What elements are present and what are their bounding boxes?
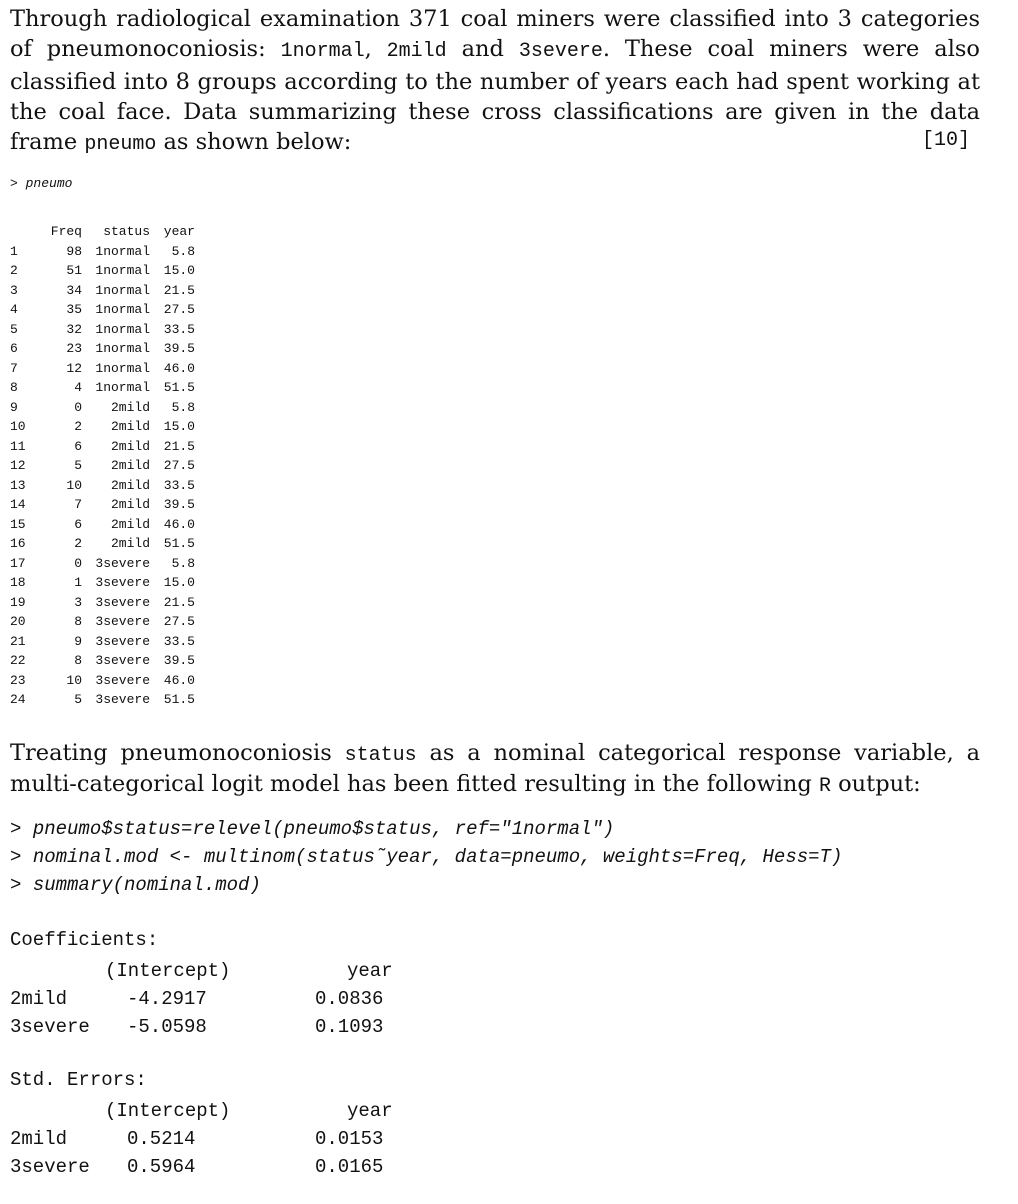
dataframe-row xyxy=(10,632,195,652)
coefficients-header-intercept: (Intercept) xyxy=(105,960,231,982)
dataframe-cell-index: 4 xyxy=(10,302,18,317)
dataframe-row xyxy=(10,690,195,710)
dataframe-cell-freq: 8 xyxy=(74,614,82,629)
coefficients-title: Coefficients: xyxy=(10,929,159,951)
dataframe-cell-index: 23 xyxy=(10,672,26,688)
dataframe-cell-year: 46.0 xyxy=(163,516,195,532)
dataframe-cell-freq: 7 xyxy=(74,497,82,512)
dataframe-cell-year: 15.0 xyxy=(163,263,195,278)
dataframe-body xyxy=(10,242,195,710)
dataframe-cell-status: 3severe xyxy=(95,672,150,688)
dataframe-cell-freq: 6 xyxy=(74,438,82,454)
dataframe-cell-index: 8 xyxy=(10,380,18,395)
dataframe-row xyxy=(10,242,195,262)
coefficients-row-label: 3severe xyxy=(10,1016,90,1038)
std-errors-header-row xyxy=(10,1097,497,1125)
console-prompt: > xyxy=(10,176,18,191)
dataframe-cell-year: 27.5 xyxy=(163,458,195,473)
std-errors-year-value: 0.0153 xyxy=(315,1128,384,1150)
dataframe-cell-year: 5.8 xyxy=(171,243,195,259)
dataframe-cell-freq: 8 xyxy=(74,653,82,668)
dataframe-cell-index: 7 xyxy=(10,360,18,376)
dataframe-cell-year: 51.5 xyxy=(163,692,195,707)
dataframe-cell-freq: 12 xyxy=(66,360,82,376)
dataframe-cell-status: 2mild xyxy=(110,477,150,493)
dataframe-row xyxy=(10,398,195,418)
coefficients-header-year: year xyxy=(347,960,393,982)
dataframe-cell-index: 24 xyxy=(10,692,26,707)
dataframe-cell-freq: 51 xyxy=(66,263,82,278)
dataframe-cell-year: 51.5 xyxy=(163,536,195,551)
dataframe-header-index xyxy=(10,222,35,242)
dataframe-cell-status: 2mild xyxy=(110,438,150,454)
std-errors-row-label: 2mild xyxy=(10,1128,68,1150)
dataframe-row xyxy=(10,651,195,671)
dataframe-cell-year: 39.5 xyxy=(163,653,195,668)
dataframe-row xyxy=(10,534,195,554)
dataframe-cell-index: 14 xyxy=(10,497,26,512)
dataframe-row xyxy=(10,456,195,476)
dataframe-cell-index: 5 xyxy=(10,321,18,337)
dataframe-cell-status: 1normal xyxy=(95,360,150,376)
dataframe-cell-index: 9 xyxy=(10,399,18,415)
std-errors-intercept-value: 0.5214 xyxy=(127,1128,196,1150)
code-status: status xyxy=(344,744,417,767)
intro-paragraph xyxy=(10,4,980,160)
dataframe-cell-index: 13 xyxy=(10,477,26,493)
dataframe-cell-year: 39.5 xyxy=(163,497,195,512)
coefficients-header-row xyxy=(10,957,497,985)
dataframe-cell-status: 2mild xyxy=(110,536,150,551)
code-line-multinom xyxy=(10,846,842,868)
dataframe-row xyxy=(10,495,195,515)
dataframe-row xyxy=(10,359,195,379)
dataframe-cell-freq: 98 xyxy=(66,243,82,259)
std-errors-table xyxy=(10,1097,497,1181)
code-line-relevel xyxy=(10,818,614,840)
dataframe-cell-freq: 5 xyxy=(74,692,82,707)
console-command-text: pneumo xyxy=(25,176,73,191)
marks-label: [10] xyxy=(921,129,970,152)
dataframe-cell-freq: 5 xyxy=(74,458,82,473)
dataframe-cell-status: 1normal xyxy=(95,302,150,317)
code-pneumo: pneumo xyxy=(84,133,157,156)
dataframe-cell-freq: 10 xyxy=(66,477,82,493)
dataframe-cell-year: 46.0 xyxy=(163,360,195,376)
dataframe-cell-year: 27.5 xyxy=(163,614,195,629)
code-line-3-text: summary(nominal.mod) xyxy=(32,874,261,896)
dataframe-cell-status: 1normal xyxy=(95,321,150,337)
dataframe-cell-status: 3severe xyxy=(95,653,150,668)
dataframe-cell-index: 11 xyxy=(10,438,26,454)
dataframe-cell-index: 19 xyxy=(10,594,26,610)
para2-text-3: output: xyxy=(830,771,921,797)
std-errors-row-label: 3severe xyxy=(10,1156,90,1178)
intro-text-3: and xyxy=(446,36,519,62)
dataframe-row xyxy=(10,593,195,613)
dataframe-cell-year: 21.5 xyxy=(163,282,195,298)
dataframe-row xyxy=(10,339,195,359)
dataframe-cell-index: 2 xyxy=(10,263,18,278)
std-errors-intercept-value: 0.5964 xyxy=(127,1156,196,1178)
dataframe-cell-year: 21.5 xyxy=(163,594,195,610)
code-prompt: > xyxy=(10,818,22,840)
para2-text-2: as a nominal categorical response variable, a multi-categorical logit model has been fitted resulting in the following xyxy=(10,740,981,797)
dataframe-row xyxy=(10,281,195,301)
coefficients-row-2mild xyxy=(10,985,497,1013)
dataframe-header-row xyxy=(10,222,195,242)
code-line-2-text: nominal.mod <- multinom(status˜year, data=pneumo, weights=Freq, Hess=T) xyxy=(32,846,843,868)
intro-text-1: Through radiological examination 371 coal miners were classified into 3 categories of pneumonoconiosis: xyxy=(10,6,980,62)
code-2mild: 2mild xyxy=(386,40,447,63)
dataframe-cell-year: 15.0 xyxy=(163,419,195,434)
dataframe-cell-status: 3severe xyxy=(95,633,150,649)
dataframe-cell-freq: 2 xyxy=(74,536,82,551)
code-1normal: 1normal xyxy=(280,40,365,63)
std-errors-header-year: year xyxy=(347,1100,393,1122)
dataframe-cell-status: 1normal xyxy=(95,341,150,356)
dataframe-row xyxy=(10,320,195,340)
dataframe-row xyxy=(10,378,195,398)
dataframe-row xyxy=(10,671,195,691)
dataframe-cell-freq: 32 xyxy=(66,321,82,337)
dataframe-cell-year: 33.5 xyxy=(163,321,195,337)
dataframe-header-status: status xyxy=(103,224,150,239)
dataframe-cell-status: 3severe xyxy=(95,692,150,707)
dataframe-cell-index: 15 xyxy=(10,516,26,532)
code-3severe: 3severe xyxy=(518,40,603,63)
para2-text-1: Treating pneumonoconiosis xyxy=(10,740,345,766)
dataframe-cell-index: 21 xyxy=(10,633,26,649)
dataframe-cell-freq: 0 xyxy=(74,555,82,571)
dataframe-cell-index: 16 xyxy=(10,536,26,551)
std-errors-row-2mild xyxy=(10,1125,497,1153)
dataframe-cell-index: 6 xyxy=(10,341,18,356)
std-errors-year-value: 0.0165 xyxy=(315,1156,384,1178)
dataframe-cell-status: 3severe xyxy=(95,555,150,571)
dataframe-cell-status: 3severe xyxy=(95,614,150,629)
dataframe-cell-year: 27.5 xyxy=(163,302,195,317)
dataframe-cell-year: 39.5 xyxy=(163,341,195,356)
dataframe-cell-status: 2mild xyxy=(110,458,150,473)
dataframe-cell-freq: 2 xyxy=(74,419,82,434)
dataframe-cell-year: 51.5 xyxy=(163,380,195,395)
dataframe-cell-status: 1normal xyxy=(95,243,150,259)
dataframe-cell-year: 33.5 xyxy=(163,477,195,493)
std-errors-header-intercept: (Intercept) xyxy=(105,1100,231,1122)
std-errors-header-blank xyxy=(10,1097,105,1125)
dataframe-cell-index: 17 xyxy=(10,555,26,571)
dataframe-cell-freq: 9 xyxy=(74,633,82,649)
dataframe-cell-index: 3 xyxy=(10,282,18,298)
dataframe-cell-index: 22 xyxy=(10,653,26,668)
dataframe-cell-freq: 0 xyxy=(74,399,82,415)
dataframe-row xyxy=(10,554,195,574)
dataframe-cell-status: 2mild xyxy=(110,516,150,532)
dataframe-cell-index: 12 xyxy=(10,458,26,473)
coefficients-row-label: 2mild xyxy=(10,988,68,1010)
coefficients-year-value: 0.0836 xyxy=(315,988,384,1010)
dataframe-row xyxy=(10,573,195,593)
dataframe-row xyxy=(10,515,195,535)
dataframe-row xyxy=(10,437,195,457)
dataframe-cell-year: 5.8 xyxy=(171,555,195,571)
dataframe-cell-freq: 23 xyxy=(66,341,82,356)
dataframe-cell-freq: 4 xyxy=(74,380,82,395)
dataframe-cell-index: 20 xyxy=(10,614,26,629)
dataframe-row xyxy=(10,261,195,281)
coefficients-table xyxy=(10,957,497,1041)
dataframe-cell-freq: 10 xyxy=(66,672,82,688)
coefficients-intercept-value: -4.2917 xyxy=(127,988,207,1010)
dataframe-cell-index: 18 xyxy=(10,575,26,590)
dataframe-cell-freq: 1 xyxy=(74,575,82,590)
dataframe-cell-status: 3severe xyxy=(95,594,150,610)
dataframe-cell-index: 1 xyxy=(10,243,18,259)
std-errors-title: Std. Errors: xyxy=(10,1069,147,1091)
dataframe-row xyxy=(10,476,195,496)
dataframe-row xyxy=(10,417,195,437)
coefficients-year-value: 0.1093 xyxy=(315,1016,384,1038)
model-paragraph xyxy=(10,739,980,801)
dataframe-cell-status: 1normal xyxy=(95,380,150,395)
coefficients-header-blank xyxy=(10,957,105,985)
dataframe-cell-status: 2mild xyxy=(110,419,150,434)
coefficients-row-3severe xyxy=(10,1013,497,1041)
std-errors-row-3severe xyxy=(10,1153,497,1181)
dataframe-cell-freq: 35 xyxy=(66,302,82,317)
dataframe-header-freq: Freq xyxy=(50,224,82,239)
code-line-1-text: pneumo$status=relevel(pneumo$status, ref="1normal") xyxy=(32,818,615,840)
code-line-summary xyxy=(10,874,261,896)
dataframe-cell-status: 3severe xyxy=(95,575,150,590)
dataframe-cell-status: 1normal xyxy=(95,263,150,278)
dataframe-header-year: year xyxy=(163,224,195,239)
intro-text-2: , xyxy=(364,36,387,62)
pneumo-dataframe-table xyxy=(10,222,195,710)
dataframe-cell-year: 46.0 xyxy=(163,672,195,688)
dataframe-cell-year: 15.0 xyxy=(163,575,195,590)
intro-text-4: . These coal miners were also classified into 8 groups according to the number of years each had spent working at the coal face. Data summarizing these cross classifications are given in the data frame xyxy=(10,36,980,155)
dataframe-row xyxy=(10,300,195,320)
dataframe-row xyxy=(10,612,195,632)
coefficients-intercept-value: -5.0598 xyxy=(127,1016,207,1038)
code-prompt: > xyxy=(10,874,22,896)
dataframe-cell-year: 5.8 xyxy=(171,399,195,415)
dataframe-cell-status: 1normal xyxy=(95,282,150,298)
dataframe-cell-index: 10 xyxy=(10,419,26,434)
code-r: R xyxy=(818,775,831,798)
intro-text-5: as shown below: xyxy=(156,129,352,155)
dataframe-cell-year: 33.5 xyxy=(163,633,195,649)
dataframe-cell-freq: 6 xyxy=(74,516,82,532)
dataframe-cell-status: 2mild xyxy=(110,399,150,415)
dataframe-cell-year: 21.5 xyxy=(163,438,195,454)
dataframe-cell-freq: 3 xyxy=(74,594,82,610)
dataframe-cell-freq: 34 xyxy=(66,282,82,298)
console-command-pneumo xyxy=(10,176,72,191)
dataframe-cell-status: 2mild xyxy=(110,497,150,512)
code-prompt: > xyxy=(10,846,22,868)
